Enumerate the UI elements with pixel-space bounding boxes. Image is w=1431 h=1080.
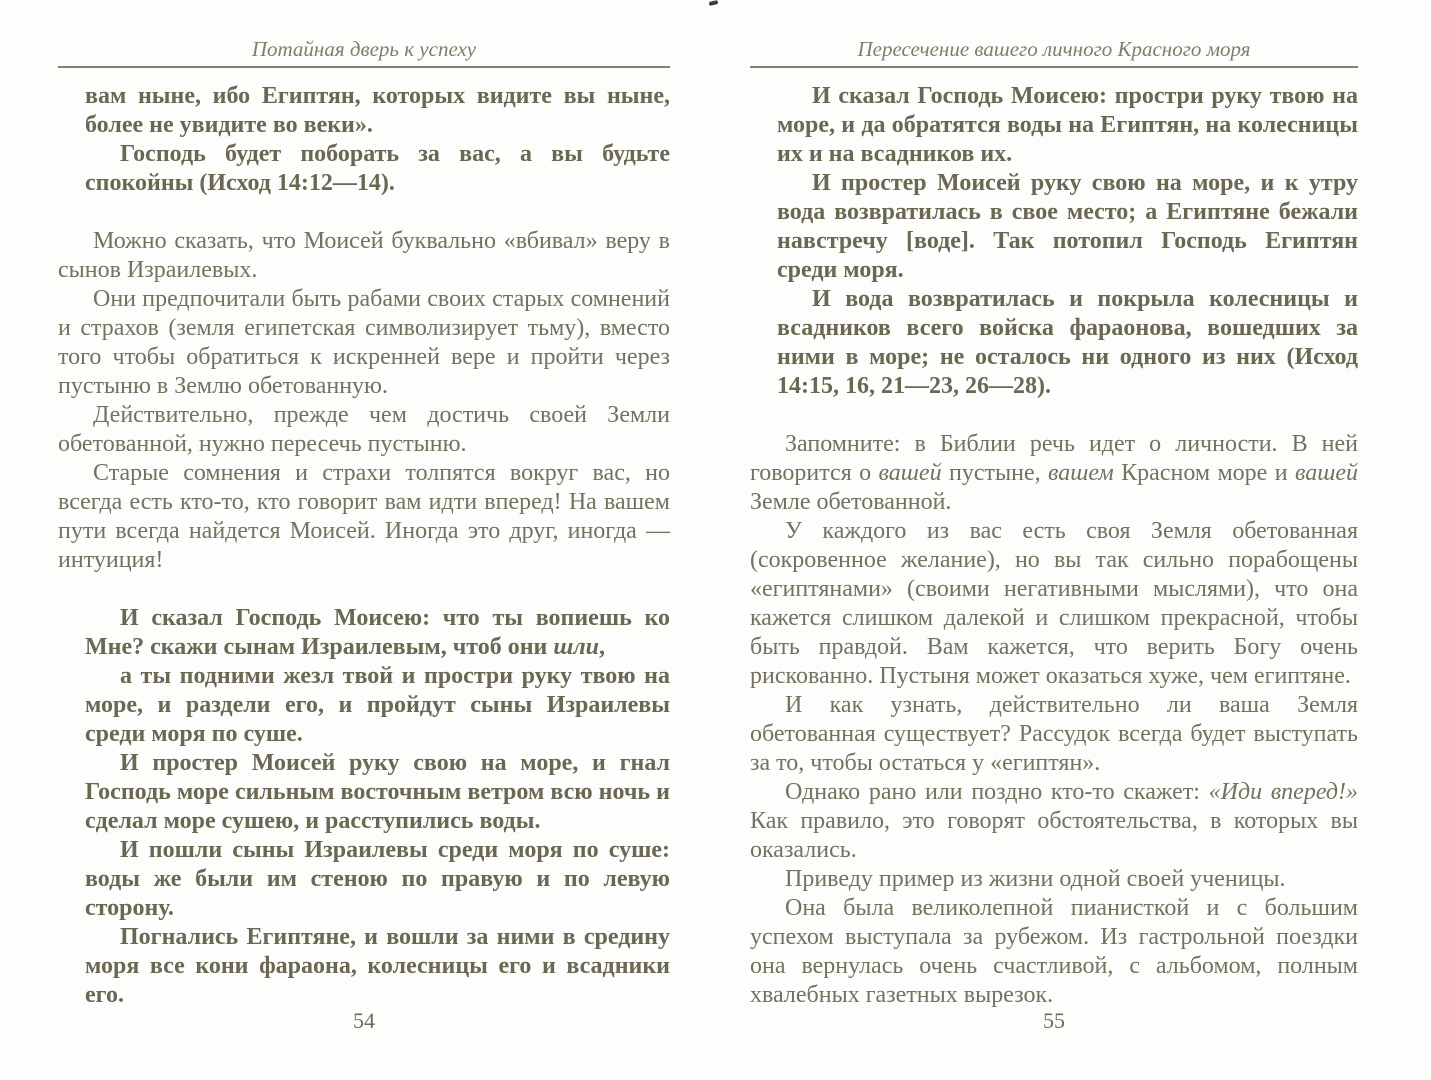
paragraph	[85, 662, 670, 749]
text-segment: И вода возвратилась и покрыла колесницы и всадников всего войска фараонова, вошедших за ними в море; не осталось ни одного из них (Исход 14:15, 16, 21—23, 26—28).	[777, 286, 1358, 399]
text-segment: И простер Моисей руку свою на море, и гнал Господь море сильным восточным ветром всю ночь и сделал море сушею, и расступились воды.	[85, 750, 670, 834]
text-segment: ,	[599, 634, 606, 660]
paragraph	[58, 401, 670, 459]
text-segment: Приведу пример из жизни одной своей ученицы.	[785, 866, 1286, 892]
text-segment: а ты подними жезл твой и простри руку твою на море, и раздели его, и пройдут сыны Израилевы среди моря по суше.	[85, 663, 670, 747]
paragraph	[58, 459, 670, 575]
text-segment: И простер Моисей руку свою на море, и к утру вода возвратилась в свое место; а Египтяне бежали навстречу [воде]. Так потопил Господь Египтян среди моря.	[777, 170, 1358, 283]
page-number-right: 55	[1043, 1008, 1065, 1033]
text-segment: И сказал Господь Моисею: простри руку твою на море, и да обратятся воды на Египтян, на колесницы их и на всадников их.	[777, 83, 1358, 167]
text-segment: И сказал Господь Моисею: что ты вопиешь ко Мне? скажи сынам Израилевым, чтоб они	[85, 605, 670, 660]
paragraph	[750, 430, 1358, 517]
paragraph	[85, 604, 670, 662]
paragraph	[85, 749, 670, 836]
paragraph	[85, 836, 670, 923]
running-header-left	[58, 36, 670, 68]
text-segment: вашем	[1048, 460, 1114, 486]
paragraph	[58, 227, 670, 285]
paragraph	[85, 923, 670, 1010]
paragraph	[750, 894, 1358, 1010]
text-segment: «Иди вперед!»	[1208, 779, 1359, 805]
paragraph	[750, 691, 1358, 778]
text-segment: вашей	[878, 460, 942, 486]
text-segment: вам ныне, ибо Египтян, которых видите вы ныне, более не увидите во веки».	[85, 83, 670, 138]
paragraph	[85, 140, 670, 198]
text-segment: Однако рано или поздно кто-то скажет:	[785, 779, 1209, 805]
paragraph	[777, 82, 1358, 169]
page-body-right	[750, 82, 1358, 1010]
text-segment: Погнались Египтяне, и вошли за ними в средину моря все кони фараона, колесницы его и всадники его.	[85, 924, 670, 1008]
text-segment: Господь будет поборать за вас, а вы будьте спокойны (Исход 14:12—14).	[85, 141, 670, 196]
text-segment: вашей	[1294, 460, 1358, 486]
paragraph	[777, 169, 1358, 285]
text-segment: Можно сказать, что Моисей буквально «вбивал» веру в сынов Израилевых.	[58, 228, 670, 283]
page-number-left: 54	[353, 1008, 375, 1033]
text-segment: Старые сомнения и страхи толпятся вокруг вас, но всегда есть кто-то, кто говорит вам идти вперед! На вашем пути всегда найдется Моисей. Иногда это друг, иногда — интуиция!	[58, 460, 670, 573]
paragraph	[58, 285, 670, 401]
running-header-title-left: Потайная дверь к успеху	[251, 37, 477, 61]
paragraph	[750, 517, 1358, 691]
page-body-left	[58, 82, 670, 1010]
text-segment: Как правило, это говорят обстоятельства, в которых вы оказались.	[750, 808, 1358, 863]
text-segment: шли	[553, 634, 600, 660]
page-right	[750, 36, 1358, 1046]
text-segment: У каждого из вас есть своя Земля обетованная (сокровенное желание), но вы так сильно порабощены «египтянами» (своими негативными мыслями), что она кажется слишком далекой и слишком прекрасной, чтобы быть правдой. Вам кажется, что верить Богу очень рискованно. Пустыня может оказаться хуже, чем египтяне.	[750, 518, 1358, 689]
text-segment: пустыне,	[941, 460, 1048, 486]
text-segment: Запомните: в Библии речь идет о личности. В ней говорится о	[750, 431, 1358, 486]
scan-artifact-mark	[709, 0, 719, 6]
paragraph	[750, 778, 1358, 865]
text-segment: Они предпочитали быть рабами своих старых сомнений и страхов (земля египетская символизирует тьму), вместо того чтобы обратиться к искренней вере и пройти через пустыню в Землю обетованную.	[58, 286, 670, 399]
text-segment: Земле обетованной.	[750, 489, 952, 515]
text-segment: И пошли сыны Израилевы среди моря по суше: воды же были им стеною по правую и по левую сторону.	[85, 837, 670, 921]
text-segment: Красном море и	[1113, 460, 1295, 486]
page-left	[58, 36, 670, 1046]
paragraph	[750, 865, 1358, 894]
running-header-right	[750, 36, 1358, 68]
paragraph	[85, 82, 670, 140]
paragraph	[777, 285, 1358, 401]
text-segment: Она была великолепной пианисткой и с большим успехом выступала за рубежом. Из гастрольной поездки она вернулась очень счастливой, с альбомом, полным хвалебных газетных вырезок.	[750, 895, 1358, 1008]
running-header-title-right: Пересечение вашего личного Красного моря	[857, 37, 1251, 61]
text-segment: Действительно, прежде чем достичь своей Земли обетованной, нужно пересечь пустыню.	[58, 402, 670, 457]
text-segment: И как узнать, действительно ли ваша Земля обетованная существует? Рассудок всегда будет выступать за то, чтобы остаться у «египтян».	[750, 692, 1358, 776]
